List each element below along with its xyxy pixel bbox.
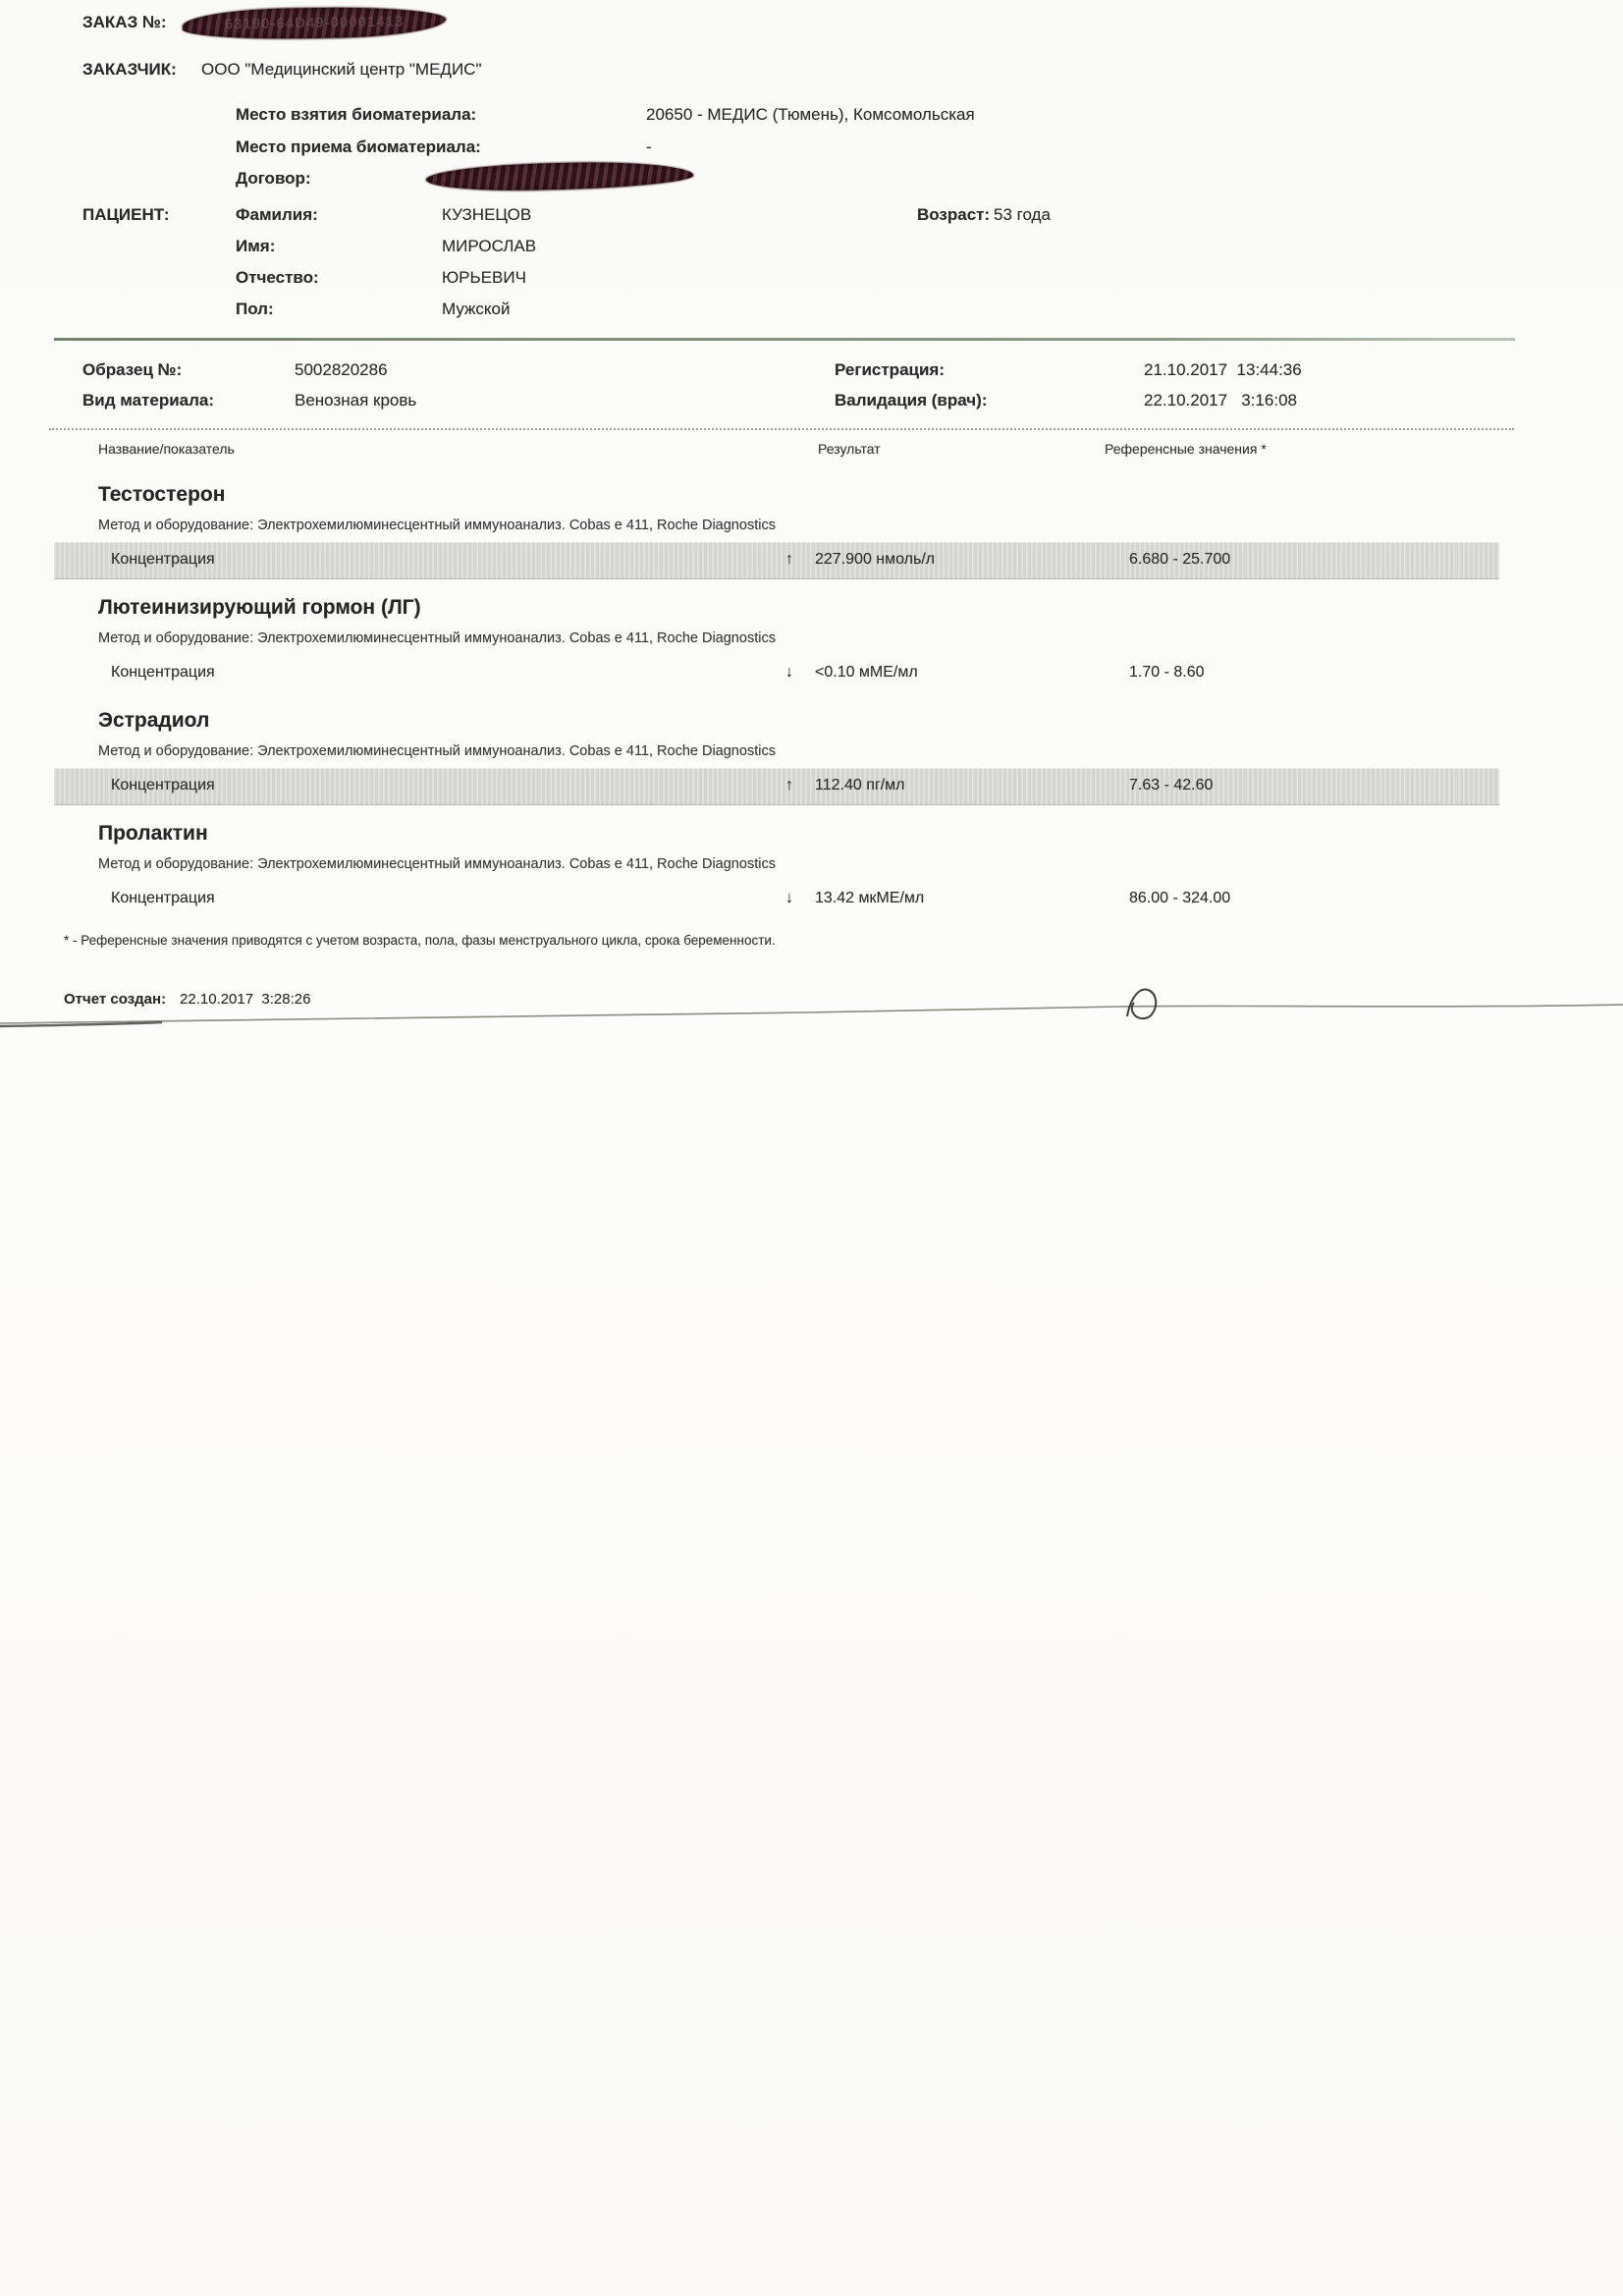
registration-value: 21.10.2017 13:44:36 [1144,360,1302,379]
order-number-redacted-text: 63190-64D49-00001413 [224,13,405,33]
test-method-line [98,856,1502,872]
place-taken-value: 20650 - МЕДИС (Тюмень), Комсомольская [646,105,975,124]
sample-id-label: Образец №: [82,360,183,379]
result-value: <0.10 мМЕ/мл [815,664,918,681]
patient-age-value: 53 года [994,205,1051,224]
patient-section-label: ПАЦИЕНТ: [82,205,170,224]
result-row [54,768,1499,805]
reference-range: 6.680 - 25.700 [1129,551,1231,568]
test-section-prolactin [54,821,1502,918]
test-method-line [98,743,1502,759]
patient-middlename-value: ЮРЬЕВИЧ [442,268,526,287]
results-table-header [54,437,1502,466]
place-received-value: - [646,137,652,156]
sample-id-value: 5002820286 [295,360,388,379]
down-arrow-icon: ↓ [785,664,793,681]
patient-firstname-value: МИРОСЛАВ [442,237,537,255]
down-arrow-icon: ↓ [785,890,793,906]
test-section-testosterone [54,482,1502,579]
patient-sex-label: Пол: [236,300,274,318]
contract-label: Договор: [236,169,311,188]
test-method-line [98,518,1502,533]
test-section-estradiol [54,708,1502,805]
method-label: Метод и оборудование: [98,743,254,759]
method-value: Электрохемилюминесцентный иммуноанализ. Cobas e 411, Roche Diagnostics [257,743,776,759]
result-value: 227.900 нмоль/л [815,551,936,568]
method-value: Электрохемилюминесцентный иммуноанализ. Cobas e 411, Roche Diagnostics [257,518,776,533]
results-table [54,437,1502,948]
customer-label: ЗАКАЗЧИК: [82,60,177,79]
up-arrow-icon: ↑ [785,777,793,793]
page-edge-line [0,977,1623,1056]
column-header-reference: Референсные значения * [1105,441,1267,457]
patient-middlename-label: Отчество: [236,268,319,287]
place-received-label: Место приема биоматериала: [236,137,481,156]
order-number-redaction [183,6,446,40]
reference-range: 7.63 - 42.60 [1129,777,1214,793]
method-value: Электрохемилюминесцентный иммуноанализ. Cobas e 411, Roche Diagnostics [257,630,776,646]
test-name: Тестостерон [98,483,226,506]
patient-firstname-label: Имя: [236,237,276,255]
reference-range: 86.00 - 324.00 [1129,890,1231,906]
patient-lastname-value: КУЗНЕЦОВ [442,205,532,224]
dotted-divider [49,428,1514,430]
test-section-lh [54,595,1502,692]
report-created-value: 22.10.2017 3:28:26 [180,991,311,1008]
method-label: Метод и оборудование: [98,518,254,533]
method-label: Метод и оборудование: [98,856,254,872]
registration-label: Регистрация: [835,360,946,379]
reference-range: 1.70 - 8.60 [1129,664,1205,681]
test-name: Эстрадиол [98,709,210,732]
test-name: Лютеинизирующий гормон (ЛГ) [98,596,421,619]
validation-value: 22.10.2017 3:16:08 [1144,391,1297,410]
method-value: Электрохемилюминесцентный иммуноанализ. Cobas e 411, Roche Diagnostics [257,856,776,872]
reference-footnote: * - Референсные значения приводятся с учетом возраста, пола, фазы менструального цикла, срока беременности. [64,933,776,948]
patient-age-label: Возраст: [917,205,991,224]
result-row [54,542,1499,579]
up-arrow-icon: ↑ [785,551,793,568]
material-value: Венозная кровь [295,391,417,410]
validation-label: Валидация (врач): [835,391,988,410]
customer-value: ООО "Медицинский центр "МЕДИС" [201,60,482,79]
test-method-line [98,630,1502,646]
test-name: Пролактин [98,822,208,845]
report-created-label: Отчет создан: [64,991,167,1008]
result-row-label: Концентрация [111,664,215,681]
signature-mark [1127,990,1156,1019]
order-number-label: ЗАКАЗ №: [82,13,167,31]
result-row-label: Концентрация [111,551,215,568]
place-taken-label: Место взятия биоматериала: [236,105,477,124]
result-row [54,655,1499,692]
contract-redaction [426,160,694,192]
method-label: Метод и оборудование: [98,630,254,646]
result-value: 112.40 пг/мл [815,777,905,793]
column-header-result: Результат [818,441,881,457]
result-row [54,881,1499,918]
section-divider [54,338,1515,341]
result-row-label: Концентрация [111,890,215,906]
patient-sex-value: Мужской [442,300,511,318]
result-row-label: Концентрация [111,777,215,793]
result-value: 13.42 мкМЕ/мл [815,890,925,906]
column-header-name: Название/показатель [98,441,235,457]
material-label: Вид материала: [82,391,215,410]
patient-lastname-label: Фамилия: [236,205,318,224]
